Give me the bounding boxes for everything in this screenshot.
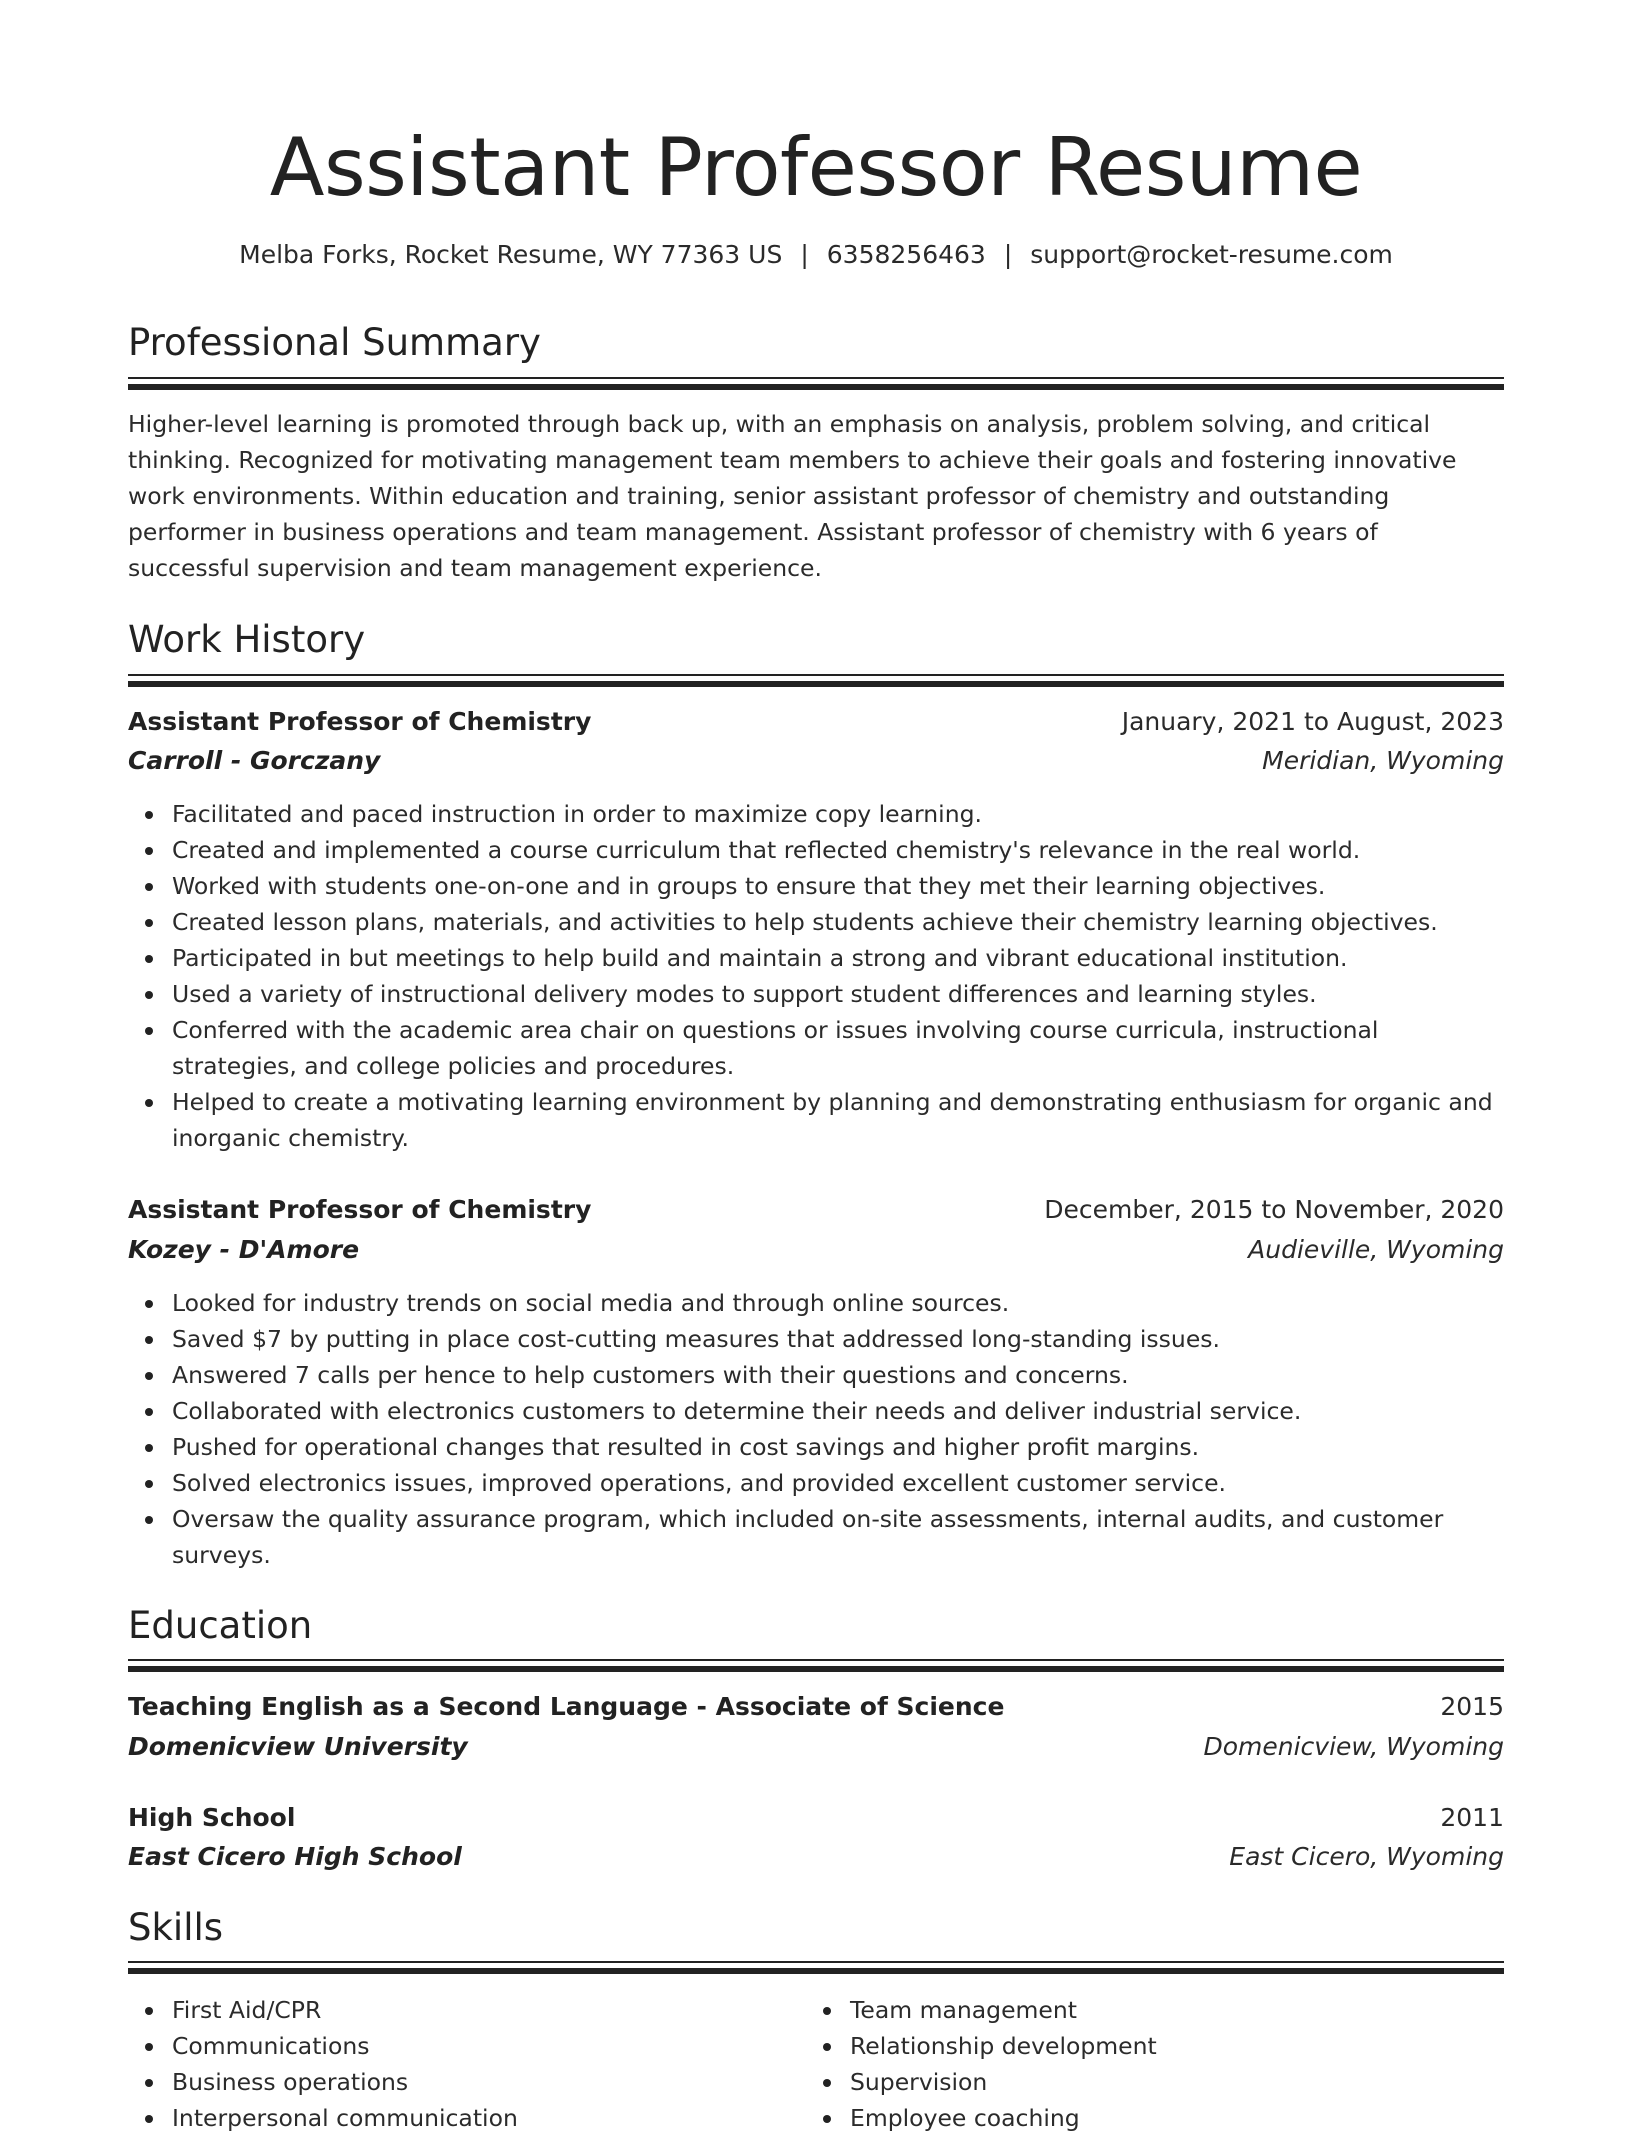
list-item: Created lesson plans, materials, and activities to help students achieve their chemistry learning objectives.: [172, 904, 1504, 940]
job-header: [128, 703, 1504, 741]
section-divider: [128, 384, 1504, 390]
job-subheader: [128, 1231, 1504, 1269]
job-title: Assistant Professor of Chemistry: [128, 707, 592, 736]
job-bullets: [128, 1285, 1504, 1573]
list-item: Pushed for operational changes that resulted in cost savings and higher profit margins.: [172, 1429, 1504, 1465]
list-item: Looked for industry trends on social media and through online sources.: [172, 1285, 1504, 1321]
contact-separator: |: [1003, 240, 1013, 269]
job-location: Audieville, Wyoming: [1248, 1235, 1504, 1264]
section-heading-education: Education: [128, 1604, 313, 1647]
job-subheader: [128, 742, 1504, 780]
list-item: Helped to create a motivating learning environment by planning and demonstrating enthusiasm for organic and inorganic chemistry.: [172, 1084, 1504, 1156]
skill-item: Communications: [172, 2028, 1504, 2064]
job-header: [128, 1191, 1504, 1229]
job-bullets: [128, 796, 1504, 1156]
education-school: Domenicview University: [128, 1732, 468, 1761]
job-dates: January, 2021 to August, 2023: [1121, 707, 1504, 736]
contact-address: Melba Forks, Rocket Resume, WY 77363 US: [239, 240, 783, 269]
list-item: Collaborated with electronics customers to determine their needs and deliver industrial service.: [172, 1393, 1504, 1429]
skills-list-right: [806, 1992, 1632, 2136]
list-item: Saved $7 by putting in place cost-cutting measures that addressed long-standing issues.: [172, 1321, 1504, 1357]
list-item: Oversaw the quality assurance program, which included on-site assessments, internal audits, and customer surveys.: [172, 1501, 1504, 1573]
education-header: [128, 1688, 1504, 1726]
education-subheader: [128, 1728, 1504, 1766]
job-company: Kozey - D'Amore: [128, 1235, 360, 1264]
education-location: East Cicero, Wyoming: [1229, 1842, 1504, 1871]
contact-line: [128, 237, 1504, 273]
skill-item: Supervision: [850, 2064, 1632, 2100]
list-item: Solved electronics issues, improved operations, and provided excellent customer service.: [172, 1465, 1504, 1501]
list-item: Created and implemented a course curriculum that reflected chemistry's relevance in the real world.: [172, 832, 1504, 868]
skill-item: Team management: [850, 1992, 1632, 2028]
section-divider: [128, 1659, 1504, 1661]
page-title: Assistant Professor Resume: [269, 121, 1363, 214]
section-divider: [128, 377, 1504, 379]
list-item: Facilitated and paced instruction in order to maximize copy learning.: [172, 796, 1504, 832]
contact-email: support@rocket-resume.com: [1030, 240, 1393, 269]
education-location: Domenicview, Wyoming: [1203, 1732, 1504, 1761]
section-divider: [128, 681, 1504, 687]
education-subheader: [128, 1838, 1504, 1876]
list-item: Participated in but meetings to help build and maintain a strong and vibrant educational institution.: [172, 940, 1504, 976]
education-year: 2015: [1440, 1692, 1504, 1721]
section-divider: [128, 1961, 1504, 1963]
summary-text: Higher-level learning is promoted through back up, with an emphasis on analysis, problem solving, and critical thinking. Recognized for motivating management team members to achieve their goals and fostering innovative work environments. Within education and training, senior assistant professor of chemistry and outstanding performer in business operations and team management. Assistant professor of chemistry with 6 years of successful supervision and team management experience.: [128, 410, 1457, 582]
section-heading-work-history: Work History: [128, 618, 366, 661]
job-title: Assistant Professor of Chemistry: [128, 1195, 592, 1224]
skill-item: Relationship development: [850, 2028, 1632, 2064]
list-item: Used a variety of instructional delivery modes to support student differences and learning styles.: [172, 976, 1504, 1012]
skill-item: First Aid/CPR: [172, 1992, 1504, 2028]
list-item: Conferred with the academic area chair on questions or issues involving course curricula, instructional strategies, and college policies and procedures.: [172, 1012, 1504, 1084]
section-divider: [128, 1968, 1504, 1974]
education-school: East Cicero High School: [128, 1842, 462, 1871]
education-degree: High School: [128, 1803, 296, 1832]
section-divider: [128, 1666, 1504, 1672]
skill-item: Business operations: [172, 2064, 1504, 2100]
education-degree: Teaching English as a Second Language - Associate of Science: [128, 1692, 1005, 1721]
section-divider: [128, 674, 1504, 676]
education-year: 2011: [1440, 1803, 1504, 1832]
job-company: Carroll - Gorczany: [128, 746, 381, 775]
section-heading-summary: Professional Summary: [128, 321, 541, 364]
contact-phone: 6358256463: [826, 240, 986, 269]
list-item: Worked with students one-on-one and in groups to ensure that they met their learning objectives.: [172, 868, 1504, 904]
skill-item: Interpersonal communication: [172, 2100, 1504, 2136]
section-heading-skills: Skills: [128, 1906, 224, 1949]
education-header: [128, 1799, 1504, 1837]
contact-separator: |: [800, 240, 809, 269]
job-location: Meridian, Wyoming: [1262, 746, 1504, 775]
skill-item: Employee coaching: [850, 2100, 1632, 2136]
job-dates: December, 2015 to November, 2020: [1044, 1195, 1504, 1224]
list-item: Answered 7 calls per hence to help customers with their questions and concerns.: [172, 1357, 1504, 1393]
